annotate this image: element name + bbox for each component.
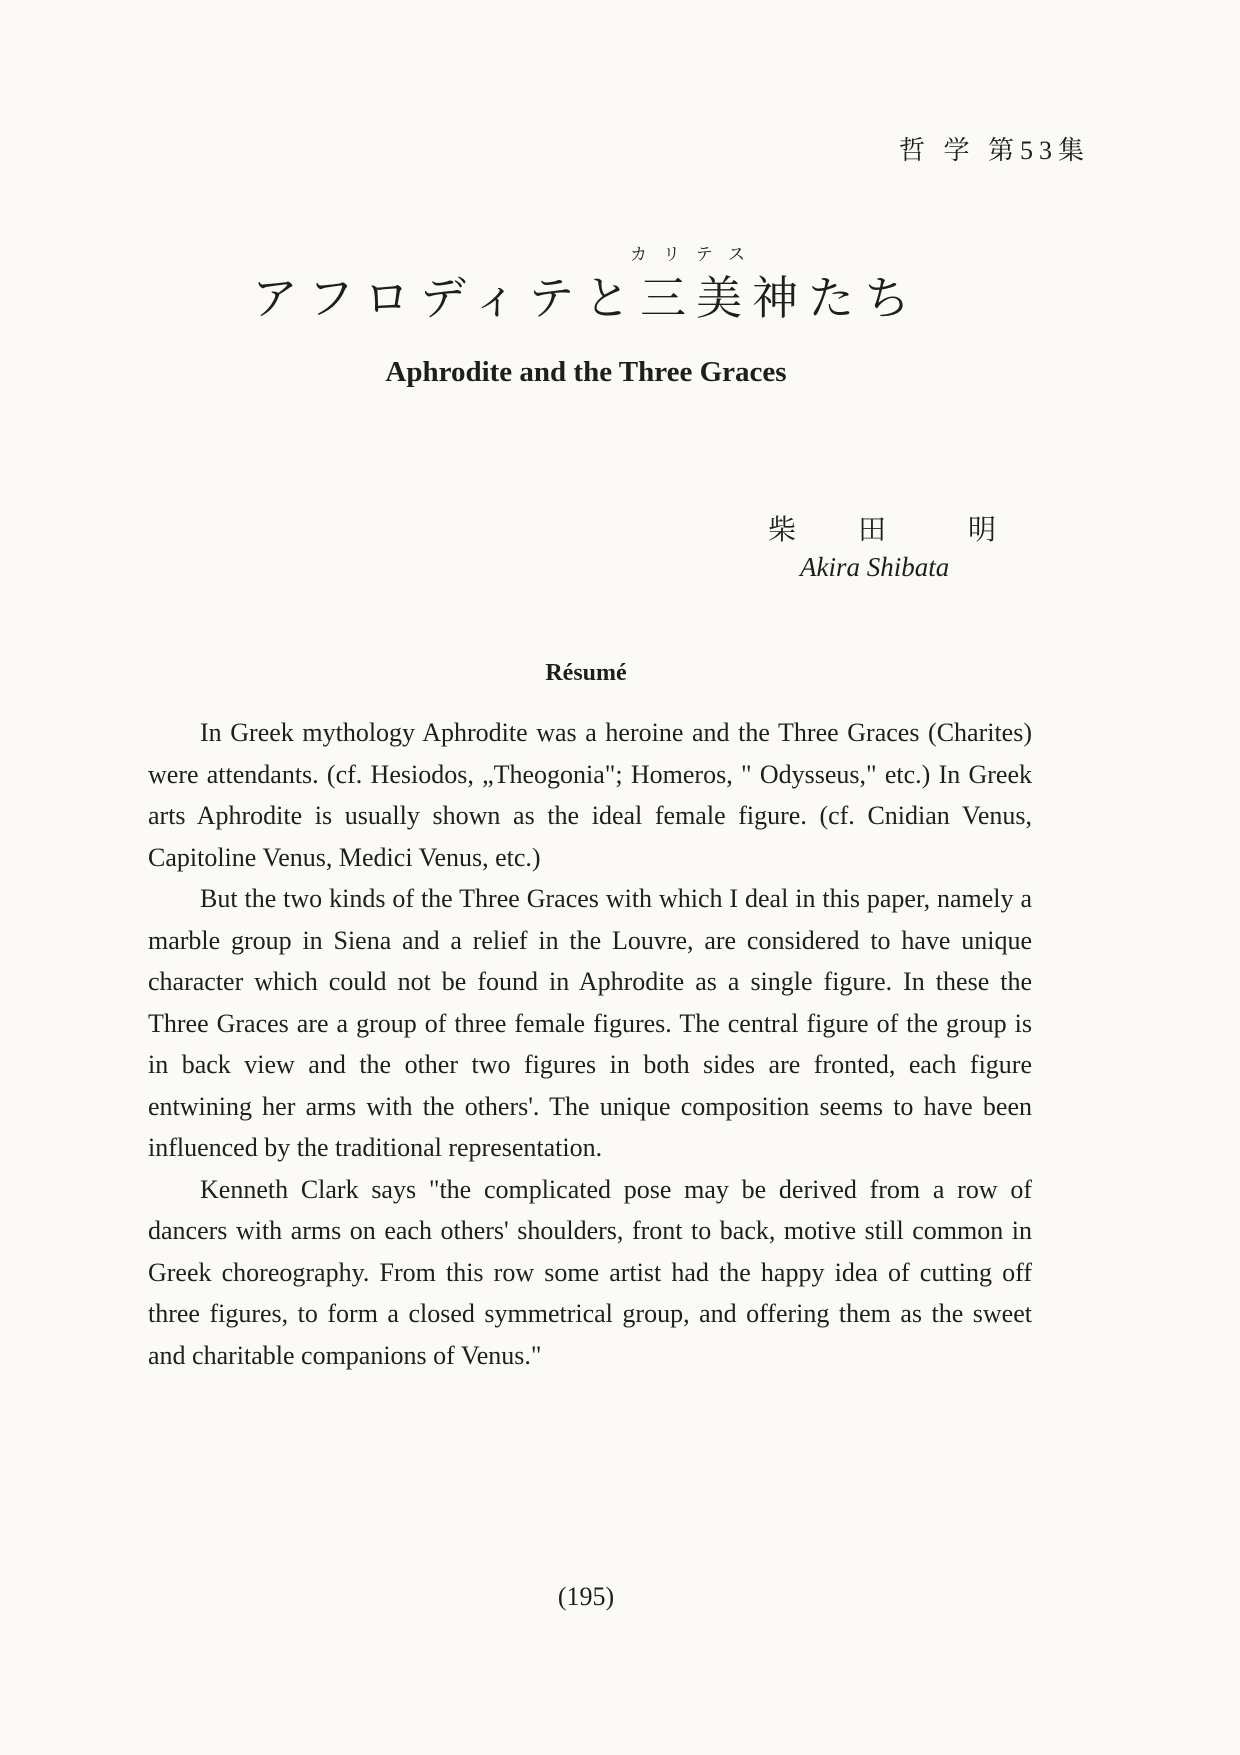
resume-heading: Résumé [545,660,627,686]
author-middle-char: 田 [858,513,887,546]
author-japanese [768,508,996,548]
author-family-char: 柴 [768,513,797,546]
resume-paragraph: In Greek mythology Aphrodite was a heroine and the Three Graces (Charites) were attendants. (cf. Hesiodos, „Theogonia"; Homeros, " Odysseus," etc.) In Greek arts Aphrodite is usually shown as the ideal female figure. (cf. Cnidian Venus, Capitoline Venus, Medici Venus, etc.) [148,718,1032,872]
author-english: Akira Shibata [800,552,950,582]
english-title: Aphrodite and the Three Graces [385,356,787,388]
author-given-char: 明 [968,513,997,546]
resume-paragraph: But the two kinds of the Three Graces with which I deal in this paper, namely a marble group in Siena and a relief in the Louvre, are considered to have unique character which could not be found in Aphrodite as a single figure. In these the Three Graces are a group of three female figures. The central figure of the group is in back view and the other two figures in both sides are fronted, each figure entwining her arms with the others'. The unique composition seems to have been influenced by the traditional representation. [148,884,1032,1162]
journal-header: 哲 学 第53集 [898,136,1090,165]
resume-paragraph: Kenneth Clark says "the complicated pose may be derived from a row of dancers with arms on each others' shoulders, front to back, motive still common in Greek choreography. From this row some artist had the happy idea of cutting off three figures, to form a closed symmetrical group, and offering them as the sweet and charitable companions of Venus." [148,1174,1032,1370]
resume-body [148,712,1032,1376]
title-ruby: カリテス [630,245,761,265]
japanese-title: アフロディテと三美神たち [251,271,921,325]
page-number: (195) [557,1582,615,1611]
